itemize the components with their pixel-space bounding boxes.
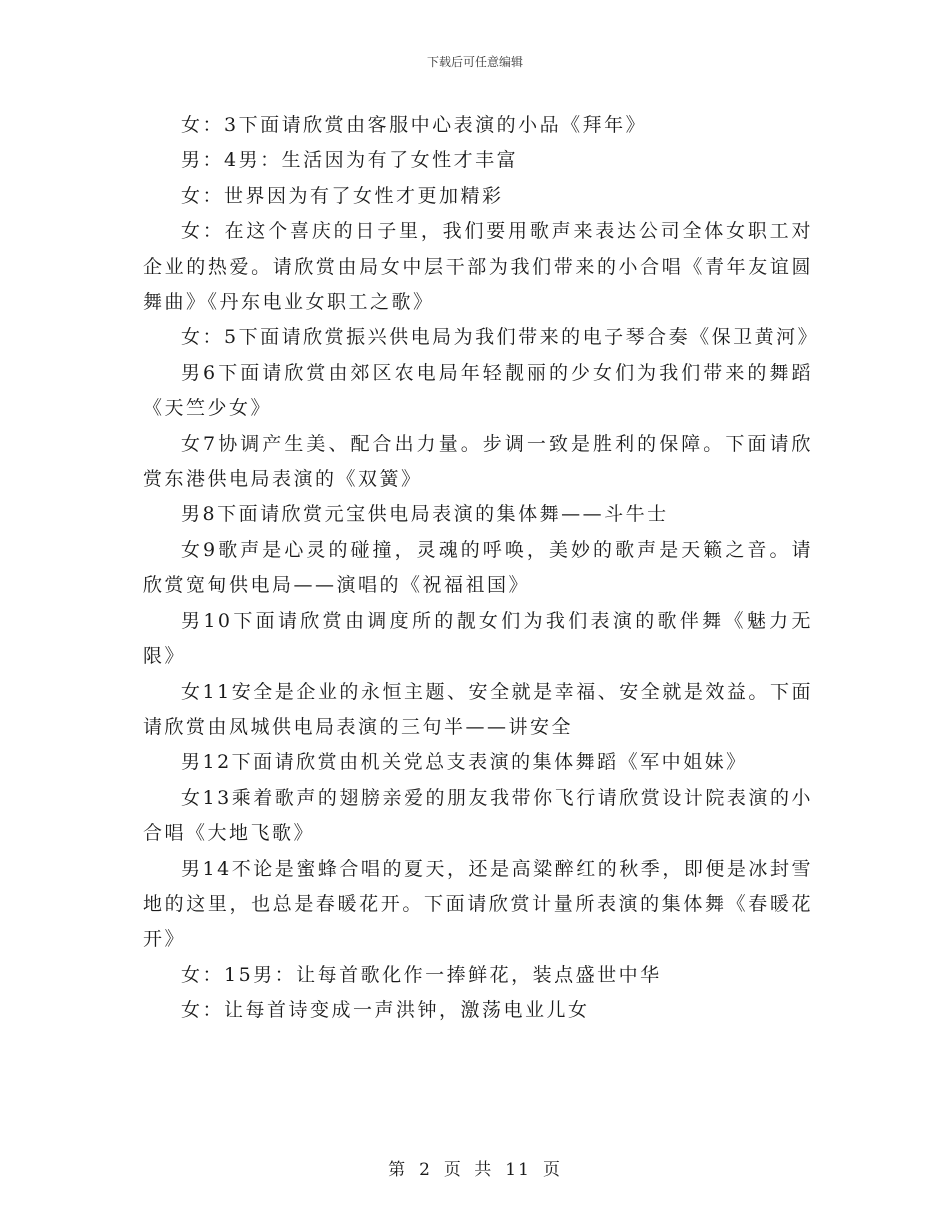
paragraph: 女7协调产生美、配合出力量。步调一致是胜利的保障。下面请欣赏东港供电局表演的《双簧》 [143,432,813,491]
paragraph: 女：3下面请欣赏由客服中心表演的小品《拜年》 [181,114,648,136]
paragraph: 男8下面请欣赏元宝供电局表演的集体舞——斗牛士 [181,503,669,526]
paragraph: 男：4男：生活因为有了女性才丰富 [181,149,519,172]
footer-suffix: 页 [542,1160,562,1180]
page-footer [0,1155,950,1180]
paragraph: 女11安全是企业的永恒主题、安全就是幸福、安全就是效益。下面请欣赏由凤城供电局表演的三句半——讲安全 [143,680,813,738]
document-body [143,108,820,1029]
paragraph: 女：世界因为有了女性才更加精彩 [181,184,504,207]
paragraph: 女13乘着歌声的翅膀亲爱的朋友我带你飞行请欣赏设计院表演的小合唱《大地飞歌》 [143,786,813,845]
paragraph: 男10下面请欣赏由调度所的靓女们为我们表演的歌伴舞《魅力无限》 [143,609,813,668]
page-header-note: 下载后可任意编辑 [426,55,523,69]
paragraph: 女：在这个喜庆的日子里，我们要用歌声来表达公司全体女职工对企业的热爱。请欣赏由局女中层干部为我们带来的小合唱《青年友谊圆舞曲》《丹东电业女职工之歌》 [143,220,813,314]
total-page-count: 11 [505,1160,531,1180]
current-page-number: 2 [419,1160,432,1180]
paragraph: 男14不论是蜜蜂合唱的夏天，还是高粱醉红的秋季，即便是冰封雪地的这里，也总是春暖花开。下面请欣赏计量所表演的集体舞《春暖花开》 [143,857,813,951]
footer-mid: 页 共 [443,1160,494,1180]
footer-prefix: 第 [388,1160,408,1180]
paragraph: 男12下面请欣赏由机关党总支表演的集体舞蹈《军中姐妹》 [181,751,748,774]
paragraph: 女：让每首诗变成一声洪钟，激荡电业儿女 [181,999,590,1022]
paragraph: 女：15男：让每首歌化作一捧鲜花，装点盛世中华 [181,963,662,986]
paragraph: 男6下面请欣赏由郊区农电局年轻靓丽的少女们为我们带来的舞蹈《天竺少女》 [143,361,813,420]
paragraph: 女9歌声是心灵的碰撞，灵魂的呼唤，美妙的歌声是天籁之音。请欣赏宽甸供电局——演唱的《祝福祖国》 [143,538,813,597]
paragraph: 女：5下面请欣赏振兴供电局为我们带来的电子琴合奏《保卫黄河》 [181,326,820,349]
